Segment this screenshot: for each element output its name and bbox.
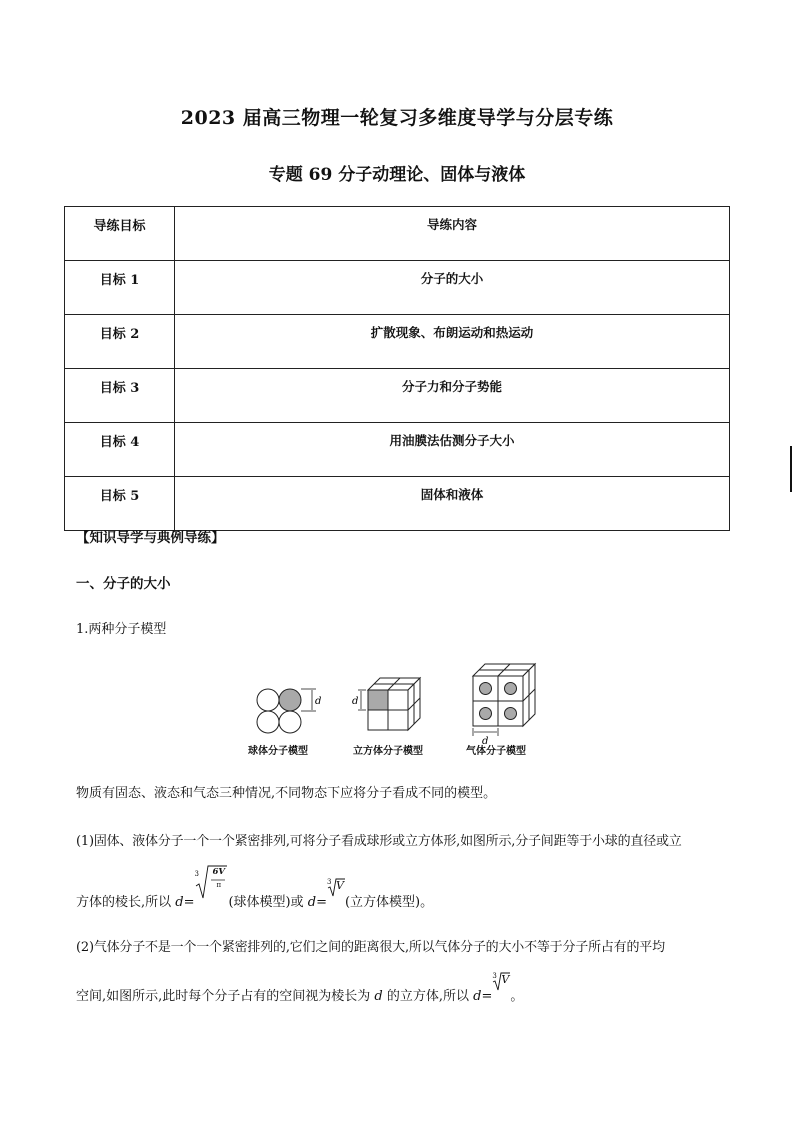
section-heading: 一、分子的大小 xyxy=(76,576,171,592)
text-run: (立方体模型)。 xyxy=(344,895,434,910)
caption-gas-model: 气体分子模型 xyxy=(466,746,526,757)
text-run: 的立方体,所以 xyxy=(382,989,474,1004)
text-run: 。 xyxy=(510,989,524,1004)
table-header-goal: 导练目标 xyxy=(65,207,175,261)
table-header-row xyxy=(65,207,730,261)
gas-model-diagram xyxy=(473,664,535,747)
goal-cell: 目标 5 xyxy=(65,477,175,531)
sphere-d-label: d xyxy=(315,696,322,707)
table-row xyxy=(65,423,730,477)
page-edge-marker xyxy=(790,446,792,492)
paragraph-2-line-1: (2)气体分子不是一个一个紧密排列的,它们之间的距离很大,所以气体分子的大小不等于分子所占有的平均 xyxy=(76,940,665,955)
numerator-6v: 6V xyxy=(212,867,225,877)
paragraph-2-line-2 xyxy=(76,972,524,1004)
goals-table xyxy=(64,206,730,531)
text-run: (球体模型)或 xyxy=(228,895,308,910)
table-row xyxy=(65,477,730,531)
cube-root-formula-gas xyxy=(492,972,510,998)
denominator-pi: π xyxy=(216,881,222,889)
root-index: 3 xyxy=(194,870,199,878)
variable-d: d xyxy=(374,989,383,1004)
radicand-v: V xyxy=(501,973,510,986)
cube-d-label: d xyxy=(352,696,359,707)
cube-model-diagram xyxy=(352,678,420,730)
table-header-content: 导练内容 xyxy=(175,207,730,261)
sphere-model-diagram xyxy=(257,689,321,733)
paragraph-1-line-2 xyxy=(76,867,434,910)
goal-cell: 目标 4 xyxy=(65,423,175,477)
paragraph-states: 物质有固态、液态和气态三种情况,不同物态下应将分子看成不同的模型。 xyxy=(76,786,497,801)
content-cell: 固体和液体 xyxy=(175,477,730,531)
caption-sphere-model: 球体分子模型 xyxy=(248,746,308,757)
content-cell: 分子力和分子势能 xyxy=(175,369,730,423)
goal-cell: 目标 3 xyxy=(65,369,175,423)
formula-d-equals: d= xyxy=(307,895,327,910)
text-run: 方体的棱长,所以 xyxy=(76,895,176,910)
topic-subtitle: 专题 69 分子动理论、固体与液体 xyxy=(268,165,526,185)
table-row xyxy=(65,315,730,369)
item-heading: 1.两种分子模型 xyxy=(76,622,167,637)
gas-d-label: d xyxy=(482,736,489,747)
text-run: 空间,如图所示,此时每个分子占有的空间视为棱长为 xyxy=(76,989,375,1004)
knowledge-header: 【知识导学与典例导练】 xyxy=(76,530,225,546)
radicand-v: V xyxy=(335,879,344,892)
root-index: 3 xyxy=(492,972,497,980)
content-cell: 扩散现象、布朗运动和热运动 xyxy=(175,315,730,369)
table-row xyxy=(65,369,730,423)
content-cell: 分子的大小 xyxy=(175,261,730,315)
cube-root-formula xyxy=(326,878,345,904)
page-title: 2023 届高三物理一轮复习多维度导学与分层专练 xyxy=(180,107,614,129)
formula-d-equals: d= xyxy=(175,895,195,910)
formula-d-equals: d= xyxy=(473,989,493,1004)
table-row xyxy=(65,261,730,315)
sphere-formula xyxy=(194,867,228,908)
caption-cube-model: 立方体分子模型 xyxy=(353,746,423,757)
root-index: 3 xyxy=(326,878,332,886)
paragraph-1-line-1: (1)固体、液体分子一个一个紧密排列,可将分子看成球形或立方体形,如图所示,分子间距等于小球的直径或立 xyxy=(76,834,682,849)
goal-cell: 目标 2 xyxy=(65,315,175,369)
goal-cell: 目标 1 xyxy=(65,261,175,315)
content-cell: 用油膜法估测分子大小 xyxy=(175,423,730,477)
